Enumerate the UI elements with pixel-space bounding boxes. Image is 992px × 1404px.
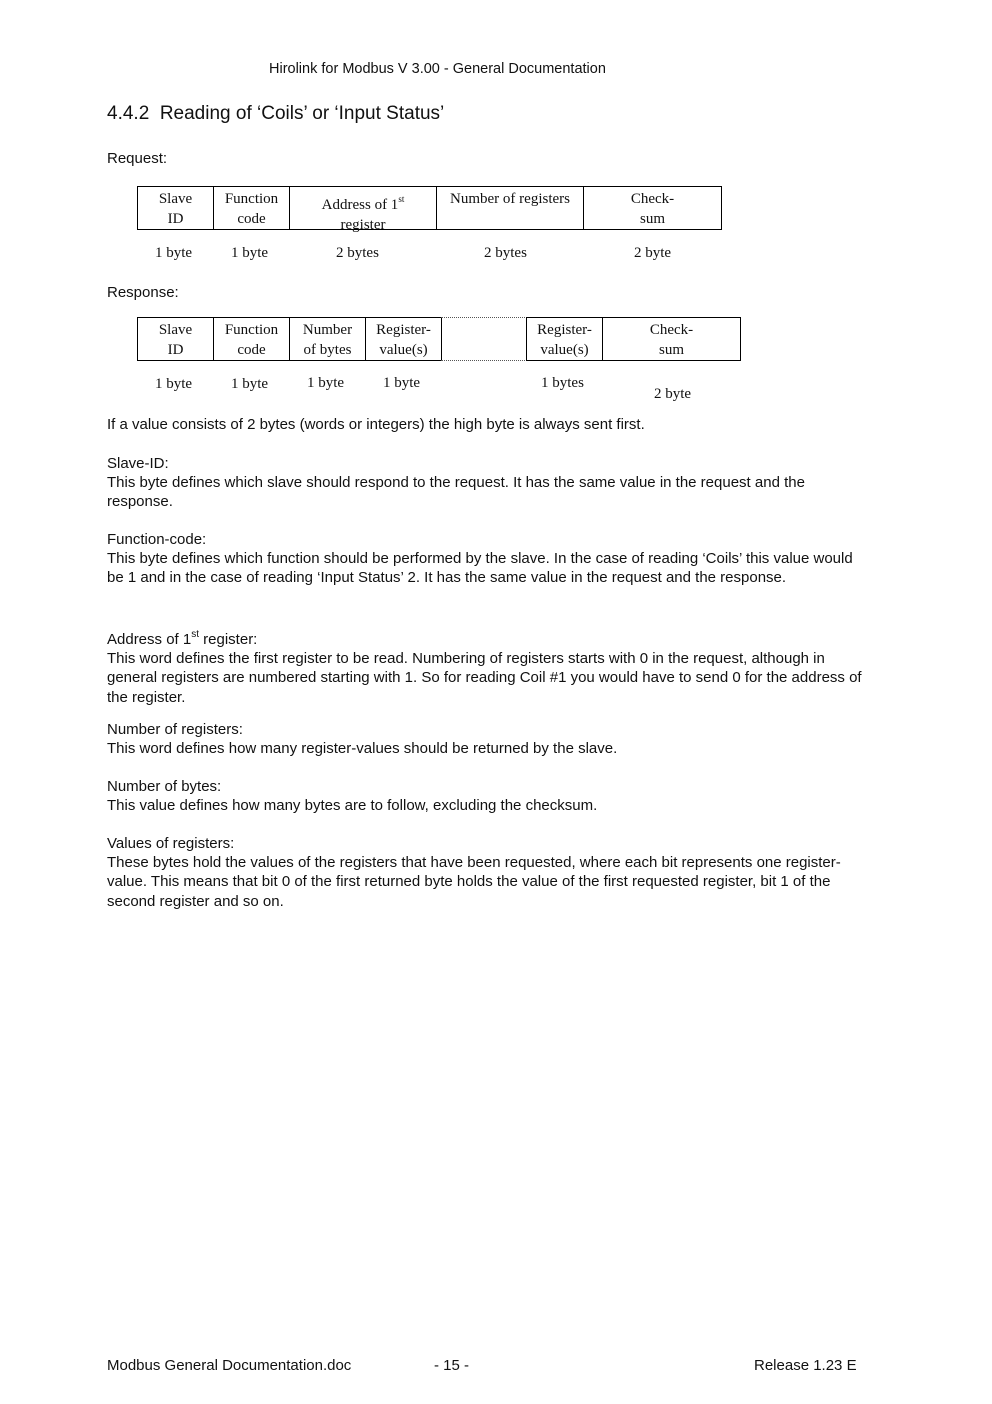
- response-size-number-of-bytes: 1 byte: [307, 375, 345, 391]
- definition-number-of-registers: [107, 720, 867, 758]
- section-heading: [107, 103, 444, 125]
- running-header: Hirolink for Modbus V 3.00 - General Documentation: [269, 61, 606, 77]
- byte-order-note: If a value consists of 2 bytes (words or integers) the high byte is always sent first.: [107, 416, 645, 433]
- definition-body: This word defines the first register to be read. Numbering of registers starts with 0 in the request, although in general registers are numbered starting with 1. So for reading Coil #1 you would have to send 0 for the address of the register.: [107, 650, 862, 706]
- request-label: Request:: [107, 150, 168, 167]
- response-field-continuation-dotted: [441, 317, 527, 361]
- definition-number-of-bytes: [107, 777, 867, 815]
- request-size-function-code: 1 byte: [231, 245, 269, 261]
- response-field-register-values-last: Register- value(s): [526, 317, 603, 361]
- response-field-register-values-first: Register- value(s): [365, 317, 442, 361]
- definition-title: Number of bytes:: [107, 778, 222, 795]
- definition-body: This word defines how many register-values should be returned by the slave.: [107, 740, 618, 758]
- response-size-register-values-first: 1 byte: [383, 375, 421, 391]
- request-field-address-line1: Address of 1st: [321, 194, 405, 213]
- response-size-function-code: 1 byte: [231, 376, 269, 392]
- request-field-checksum: Check- sum: [583, 186, 722, 230]
- request-size-number-of-registers: 2 bytes: [484, 245, 527, 261]
- section-number: 4.4.2: [107, 103, 150, 124]
- request-size-address: 2 bytes: [336, 245, 379, 261]
- definition-body: These bytes hold the values of the registers that have been requested, where each bit represents one register-value. This means that bit 0 of the first returned byte holds the value of the first requested register, bit 1 of the second register and so on.: [107, 854, 841, 910]
- response-field-checksum: Check- sum: [602, 317, 741, 361]
- definition-body: This byte defines which function should be performed by the slave. In the case of reading ‘Coils’ this value would be 1 and in the case of reading ‘Input Status’ 2. It has the same value in the request and the response.: [107, 550, 853, 587]
- definition-body: This byte defines which slave should respond to the request. It has the same value in the request and the response.: [107, 474, 805, 511]
- definition-title: Number of registers:: [107, 721, 243, 738]
- definition-function-code: [107, 530, 867, 588]
- definition-slave-id: [107, 454, 867, 512]
- response-size-slave-id: 1 byte: [155, 376, 193, 392]
- request-size-slave-id: 1 byte: [155, 245, 193, 261]
- response-size-register-values-last: 1 bytes: [541, 375, 584, 391]
- response-field-function-code: Function code: [213, 317, 290, 361]
- request-field-address: Address of 1st register: [289, 186, 437, 230]
- response-label: Response:: [107, 284, 179, 301]
- definition-title: Address of 1st register:: [107, 629, 258, 648]
- definition-body: This value defines how many bytes are to follow, excluding the checksum.: [107, 797, 598, 815]
- footer-filename: Modbus General Documentation.doc: [107, 1357, 352, 1374]
- response-field-slave-id: Slave ID: [137, 317, 214, 361]
- section-title: Reading of ‘Coils’ or ‘Input Status’: [159, 103, 445, 124]
- definition-title: Slave-ID:: [107, 455, 169, 472]
- definition-address: [107, 625, 867, 707]
- response-field-number-of-bytes: Number of bytes: [289, 317, 366, 361]
- definition-title: Function-code:: [107, 531, 207, 548]
- footer-page-number: - 15 -: [434, 1357, 470, 1374]
- definition-values-of-registers: [107, 834, 867, 911]
- request-size-checksum: 2 byte: [634, 245, 672, 261]
- request-field-slave-id: Slave ID: [137, 186, 214, 230]
- request-field-number-of-registers: Number of registers: [436, 186, 584, 230]
- definition-title: Values of registers:: [107, 835, 235, 852]
- footer-release: Release 1.23 E: [754, 1357, 857, 1374]
- request-field-function-code: Function code: [213, 186, 290, 230]
- response-size-checksum: 2 byte: [654, 386, 692, 402]
